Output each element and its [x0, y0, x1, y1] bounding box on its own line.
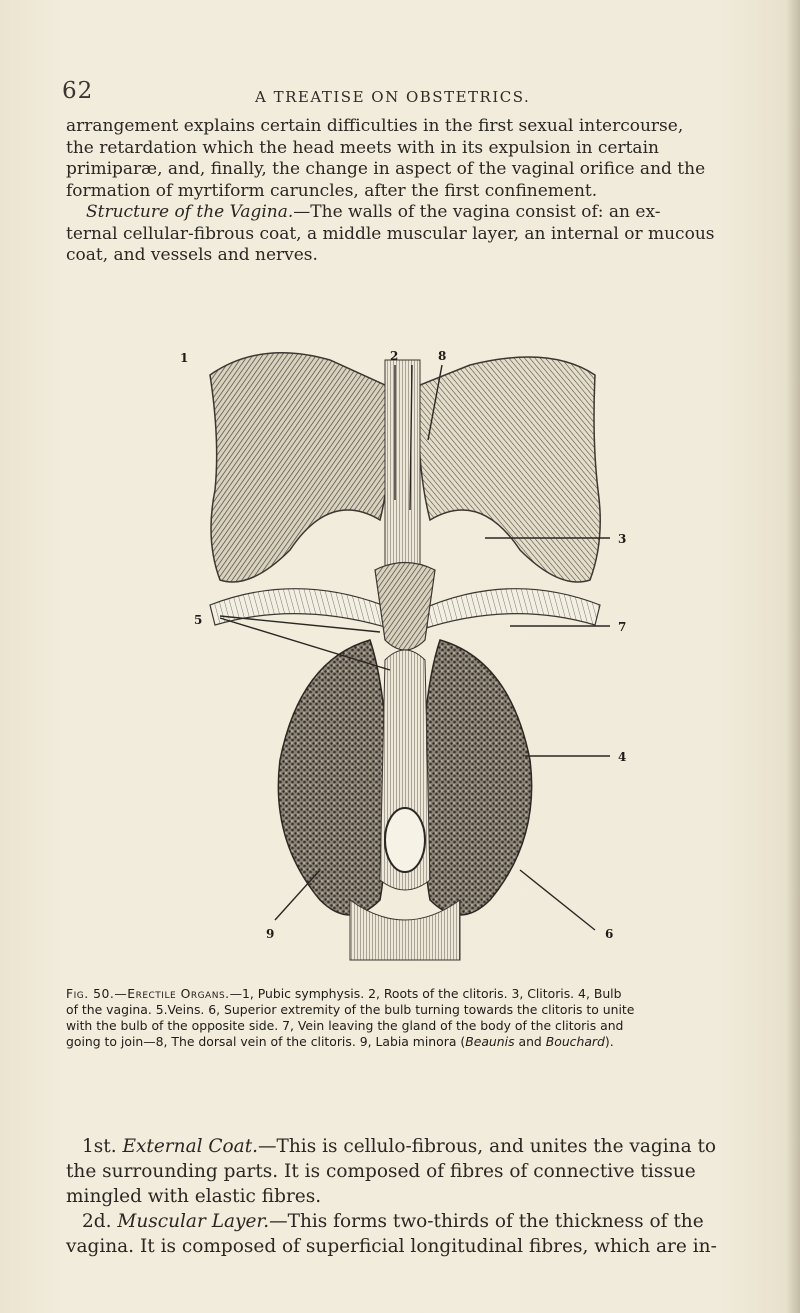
caption-line: with the bulb of the opposite side. 7, Vein leaving the gland of the body of the clitoris and — [66, 1018, 624, 1033]
figure-label-3: 3 — [618, 532, 627, 546]
text-line: the surrounding parts. It is composed of fibres of connective tissue — [66, 1161, 696, 1182]
section-heading: Structure of the Vagina. — [86, 202, 294, 222]
text-line: vagina. It is composed of superficial longitudinal fibres, which are in- — [66, 1236, 717, 1257]
item-heading: External Coat. — [122, 1136, 259, 1157]
caption-author: Bouchard — [545, 1034, 605, 1049]
caption-line — [66, 1034, 776, 1050]
item-heading: Muscular Layer. — [117, 1211, 270, 1232]
text-line: arrangement explains certain difficulties in the first sexual intercourse, — [66, 116, 684, 136]
text-line: ternal cellular-fibrous coat, a middle muscular layer, an internal or mucous — [66, 223, 715, 244]
figure-label-6: 6 — [605, 927, 614, 941]
figure-label-7: 7 — [618, 620, 627, 634]
text-line: mingled with elastic fibres. — [66, 1186, 322, 1207]
caption-line — [66, 986, 776, 1002]
page-edge-shadow — [786, 0, 800, 1313]
figure-label-4: 4 — [618, 750, 627, 764]
caption-line: of the vagina. 5.Veins. 6, Superior extremity of the bulb turning towards the clitoris to unite — [66, 1002, 635, 1017]
figure-label-5: 5 — [194, 613, 203, 627]
caption-text: going to join—8, The dorsal vein of the clitoris. 9, Labia minora ( — [66, 1034, 466, 1049]
text-fragment: —This forms two-thirds of the thickness of the — [269, 1211, 704, 1232]
figure-label-8: 8 — [438, 349, 447, 363]
item-number: 2d. — [82, 1211, 112, 1232]
figure-label-9: 9 — [266, 927, 275, 941]
coats-section — [66, 1134, 768, 1259]
text-line: formation of myrtiform caruncles, after the first confinement. — [66, 180, 598, 201]
caption-text: —1, Pubic symphysis. 2, Roots of the clitoris. 3, Clitoris. 4, Bulb — [229, 986, 622, 1001]
caption-author: Beaunis — [465, 1034, 515, 1049]
text-fragment: —The walls of the vagina consist of: an ex- — [293, 202, 661, 222]
text-line: the retardation which the head meets with in its expulsion in certain — [66, 137, 659, 158]
text-line — [66, 1134, 768, 1159]
anatomical-illustration — [180, 340, 630, 965]
figure-title: —Erectile Organs. — [114, 986, 230, 1001]
page-number: 62 — [62, 78, 94, 104]
figure-label-2: 2 — [390, 349, 399, 363]
text-line: coat, and vessels and nerves. — [66, 245, 318, 265]
text-line — [66, 1209, 768, 1234]
text-line: primiparæ, and, finally, the change in aspect of the vaginal orifice and the — [66, 159, 706, 179]
figure-caption — [66, 986, 776, 1050]
structure-heading-line — [66, 202, 768, 224]
caption-text: ). — [604, 1034, 614, 1049]
caption-text: and — [514, 1034, 546, 1049]
running-title: A TREATISE ON OBSTETRICS. — [255, 88, 531, 106]
figure-label-1: 1 — [180, 351, 189, 365]
figure-number: Fig. 50. — [66, 986, 115, 1001]
intro-paragraph — [66, 116, 768, 267]
item-number: 1st. — [82, 1136, 117, 1157]
text-fragment: —This is cellulo-fibrous, and unites the vagina to — [258, 1136, 717, 1157]
